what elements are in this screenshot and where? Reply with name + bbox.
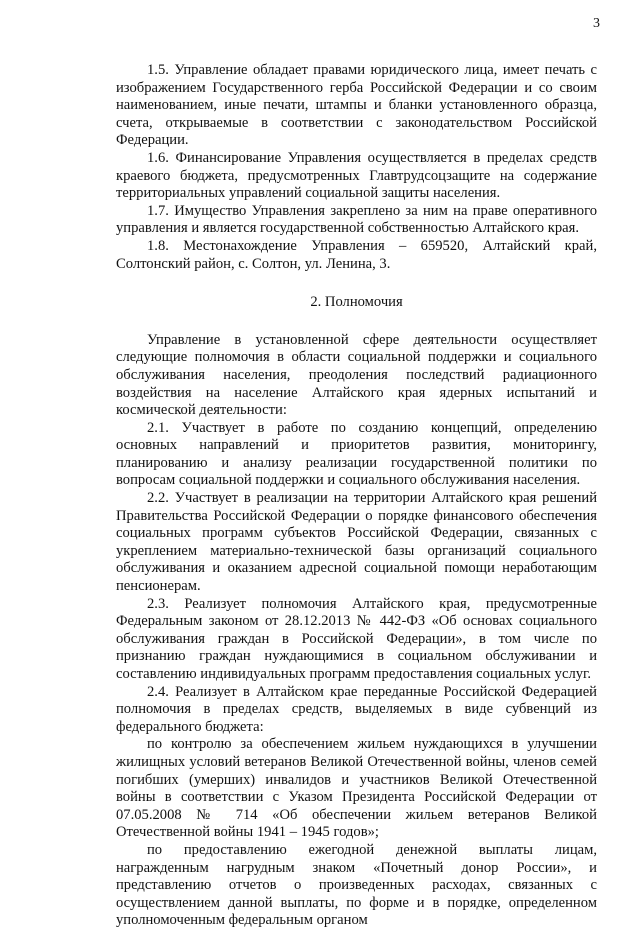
paragraph-1-6: 1.6. Финансирование Управления осуществляется в пределах средств краевого бюджета, предусмотренных Главтрудсоцзащите на содержание территориальных управлений социальной защиты населения. <box>116 149 597 202</box>
paragraph-1-5: 1.5. Управление обладает правами юридического лица, имеет печать с изображением Государственного герба Российской Федерации и со своим наименованием, иные печати, штампы и бланки установленного образца, счета, открываемые в соответствии с законодательством Российской Федерации. <box>116 62 597 149</box>
paragraph-2-1: 2.1. Участвует в работе по созданию концепций, определению основных направлений и приоритетов развития, мониторингу, планированию и анализу реализации государственной политики по вопросам социальной поддержки и социального обслуживания населения. <box>116 419 597 489</box>
paragraph-2-4: 2.4. Реализует в Алтайском крае переданные Российской Федерацией полномочия в пределах средств, выделяемых в виде субвенций из федерального бюджета: <box>116 683 597 735</box>
paragraph-2-3: 2.3. Реализует полномочия Алтайского края, предусмотренные Федеральным законом от 28.12.2013 № 442-ФЗ «Об основах социального обслуживания граждан в Российской Федерации», в том числе по признанию граждан нуждающимися в социальном обслуживании и составлению индивидуальных программ предоставления социальных услуг. <box>116 595 597 682</box>
paragraph-1-7: 1.7. Имущество Управления закреплено за ним на праве оперативного управления и является государственной собственностью Алтайского края. <box>116 202 597 237</box>
paragraph-intro: Управление в установленной сфере деятельности осуществляет следующие полномочия в области социальной поддержки и социального обслуживания населения, преодоления последствий радиационного воздействия на население Алтайского края ядерных испытаний и космической деятельности: <box>116 331 597 419</box>
paragraph-1-8: 1.8. Местонахождение Управления – 659520, Алтайский край, Солтонский район, с. Солтон, ул. Ленина, 3. <box>116 237 597 272</box>
section-heading: 2. Полномочия <box>310 294 403 311</box>
paragraph-housing-control: по контролю за обеспечением жильем нуждающихся в улучшении жилищных условий ветеранов Великой Отечественной войны, членов семей погибших (умерших) инвалидов и участников Великой Отечественной войны в соответствии с Указом Президента Российской Федерации от 07.05.2008 № 714 «Об обеспечении жильем ветеранов Великой Отечественной войны 1941 – 1945 годов»; <box>116 736 597 841</box>
document-body <box>116 62 597 930</box>
paragraph-2-2: 2.2. Участвует в реализации на территории Алтайского края решений Правительства Российской Федерации о порядке финансового обеспечения социальных программ субъектов Российской Федерации, связанных с укреплением материально-технической базы организаций социального обслуживания и оказанием адресной социальной помощи неработающим пенсионерам. <box>116 490 597 595</box>
page-number: 3 <box>593 16 600 31</box>
paragraph-donor-payment: по предоставлению ежегодной денежной выплаты лицам, награжденным нагрудным знаком «Почетный донор России», и представлению отчетов о произведенных расходах, связанных с осуществлением данной выплаты, по форме и в порядке, определенном уполномоченным федеральным органом <box>116 841 597 929</box>
